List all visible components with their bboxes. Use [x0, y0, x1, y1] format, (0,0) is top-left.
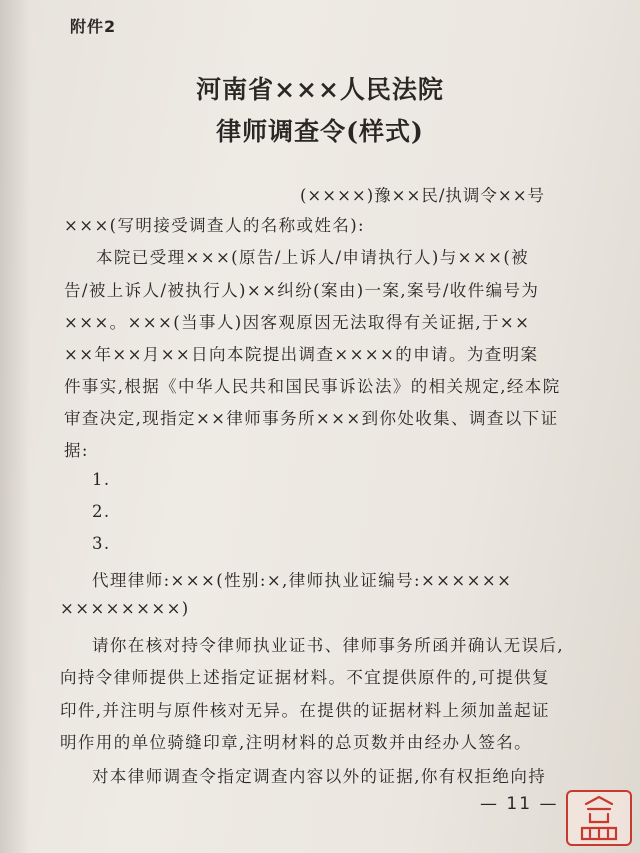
body-line: 明作用的单位骑缝印章,注明材料的总页数并由经办人签名。	[60, 733, 533, 752]
evidence-item-3: 3.	[92, 534, 111, 553]
watermark-seal-icon	[566, 790, 632, 846]
page-number: — 11 —	[480, 794, 559, 814]
body-line: 件事实,根据《中华人民共和国民事诉讼法》的相关规定,经本院	[64, 377, 561, 396]
body-line: 向持令律师提供上述指定证据材料。不宜提供原件的,可提供复	[60, 668, 550, 687]
court-title: 河南省×××人民法院	[196, 75, 444, 104]
body-line: 印件,并注明与原件核对无异。在提供的证据材料上须加盖起证	[60, 701, 550, 720]
body-line: 对本律师调查令指定调查内容以外的证据,你有权拒绝向持	[92, 767, 547, 786]
body-line: 审查决定,现指定××律师事务所×××到你处收集、调查以下证	[64, 409, 559, 428]
document-number: (××××)豫××民/执调令××号	[300, 186, 546, 205]
body-line: 据:	[64, 441, 89, 460]
body-line: 请你在核对持令律师执业证书、律师事务所函并确认无误后,	[92, 636, 565, 655]
body-line: ××年××月××日向本院提出调查××××的申请。为查明案	[64, 345, 539, 364]
body-line: 告/被上诉人/被执行人)××纠纷(案由)一案,案号/收件编号为	[64, 281, 540, 300]
attachment-label: 附件2	[70, 17, 117, 36]
document-title: 律师调查令(样式)	[216, 117, 424, 146]
addressee-line: ×××(写明接受调查人的名称或姓名):	[64, 216, 366, 235]
lawyer-line-cont: ××××××××)	[60, 599, 190, 618]
body-line: ×××。×××(当事人)因客观原因无法取得有关证据,于××	[64, 313, 531, 332]
lawyer-line: 代理律师:×××(性别:×,律师执业证编号:××××××	[92, 571, 513, 590]
evidence-item-1: 1.	[92, 470, 111, 489]
evidence-item-2: 2.	[92, 502, 111, 521]
body-line: 本院已受理×××(原告/上诉人/申请执行人)与×××(被	[96, 248, 530, 267]
